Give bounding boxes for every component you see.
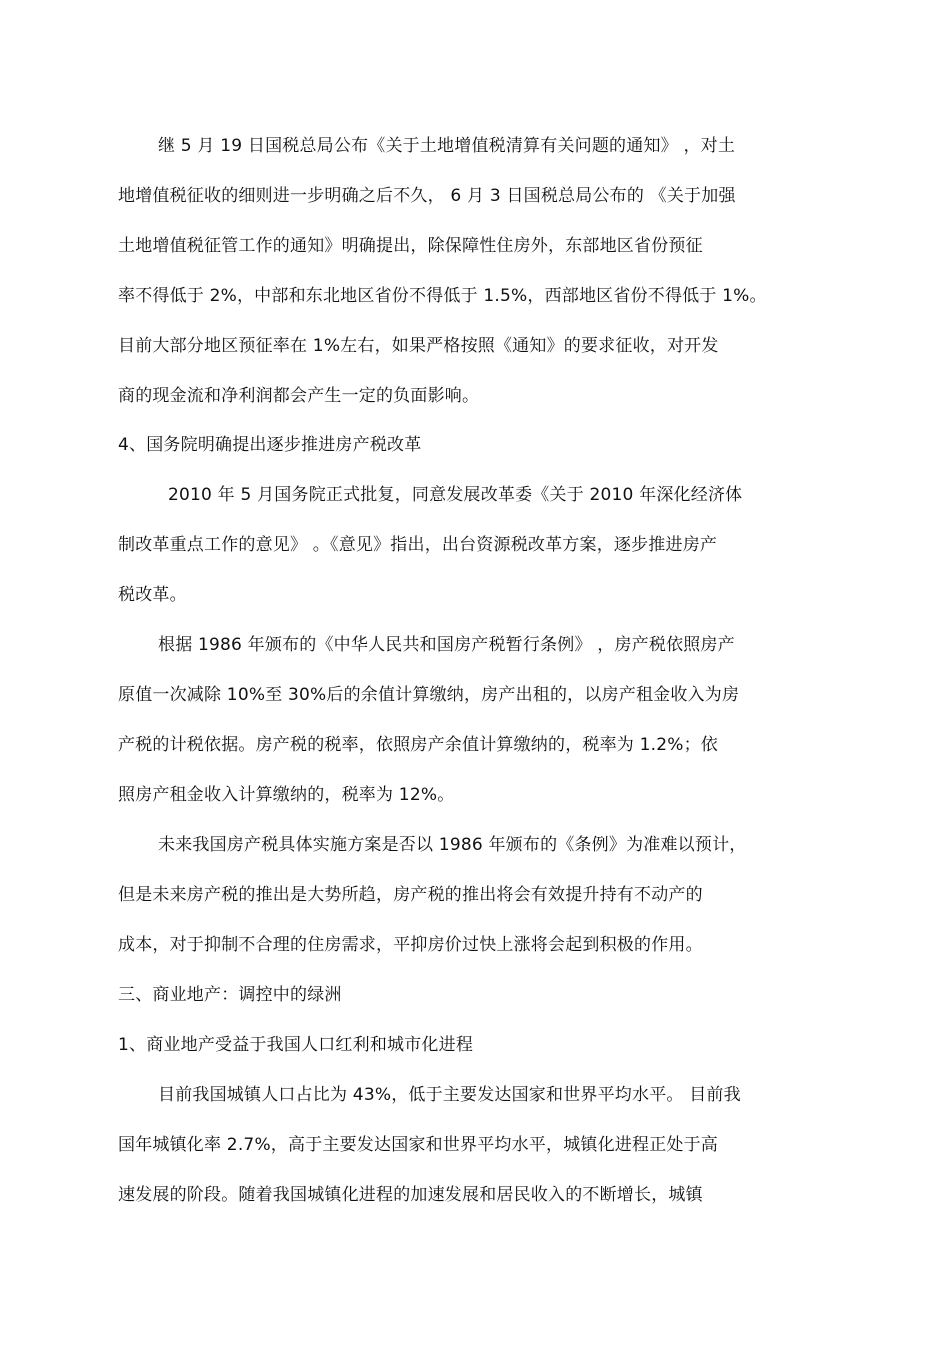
- paragraph-line: 产税的计税依据。房产税的税率，依照房产余值计算缴纳的，税率为 1.2%；依: [118, 735, 718, 755]
- section-heading: 三、商业地产：调控中的绿洲: [118, 985, 342, 1005]
- paragraph-line: 成本，对于抑制不合理的住房需求，平抑房价过快上涨将会起到积极的作用。: [118, 935, 703, 955]
- paragraph-line: 目前我国城镇人口占比为 43%，低于主要发达国家和世界平均水平。 目前我: [158, 1085, 741, 1105]
- paragraph-line: 但是未来房产税的推出是大势所趋，房产税的推出将会有效提升持有不动产的: [118, 885, 703, 905]
- paragraph-line: 照房产租金收入计算缴纳的，税率为 12%。: [118, 785, 455, 805]
- paragraph-line: 目前大部分地区预征率在 1%左右，如果严格按照《通知》的要求征收，对开发: [118, 336, 719, 356]
- paragraph-line: 继 5 月 19 日国税总局公布《关于土地增值税清算有关问题的通知》 ，对土: [158, 136, 736, 156]
- paragraph-line: 商的现金流和净利润都会产生一定的负面影响。: [118, 386, 480, 406]
- section-heading: 4、国务院明确提出逐步推进房产税改革: [118, 435, 422, 455]
- paragraph-line: 国年城镇化率 2.7%，高于主要发达国家和世界平均水平，城镇化进程正处于高: [118, 1135, 718, 1155]
- paragraph-line: 未来我国房产税具体实施方案是否以 1986 年颁布的《条例》为准难以预计，: [158, 835, 747, 855]
- paragraph-line: 率不得低于 2%，中部和东北地区省份不得低于 1.5%，西部地区省份不得低于 1%。: [118, 286, 767, 306]
- paragraph-line: 土地增值税征管工作的通知》明确提出，除保障性住房外，东部地区省份预征: [118, 236, 703, 256]
- paragraph-line: 2010 年 5 月国务院正式批复，同意发展改革委《关于 2010 年深化经济体: [168, 485, 743, 505]
- paragraph-line: 原值一次减除 10%至 30%后的余值计算缴纳，房产出租的，以房产租金收入为房: [118, 685, 740, 705]
- paragraph-line: 地增值税征收的细则进一步明确之后不久， 6 月 3 日国税总局公布的 《关于加强: [118, 186, 736, 206]
- section-heading: 1、商业地产受益于我国人口红利和城市化进程: [118, 1035, 474, 1055]
- paragraph-line: 制改革重点工作的意见》 。《意见》指出，出台资源税改革方案，逐步推进房产: [118, 535, 718, 555]
- paragraph-line: 根据 1986 年颁布的《中华人民共和国房产税暂行条例》 ，房产税依照房产: [158, 635, 735, 655]
- paragraph-line: 税改革。: [118, 585, 187, 605]
- paragraph-line: 速发展的阶段。随着我国城镇化进程的加速发展和居民收入的不断增长，城镇: [118, 1185, 703, 1205]
